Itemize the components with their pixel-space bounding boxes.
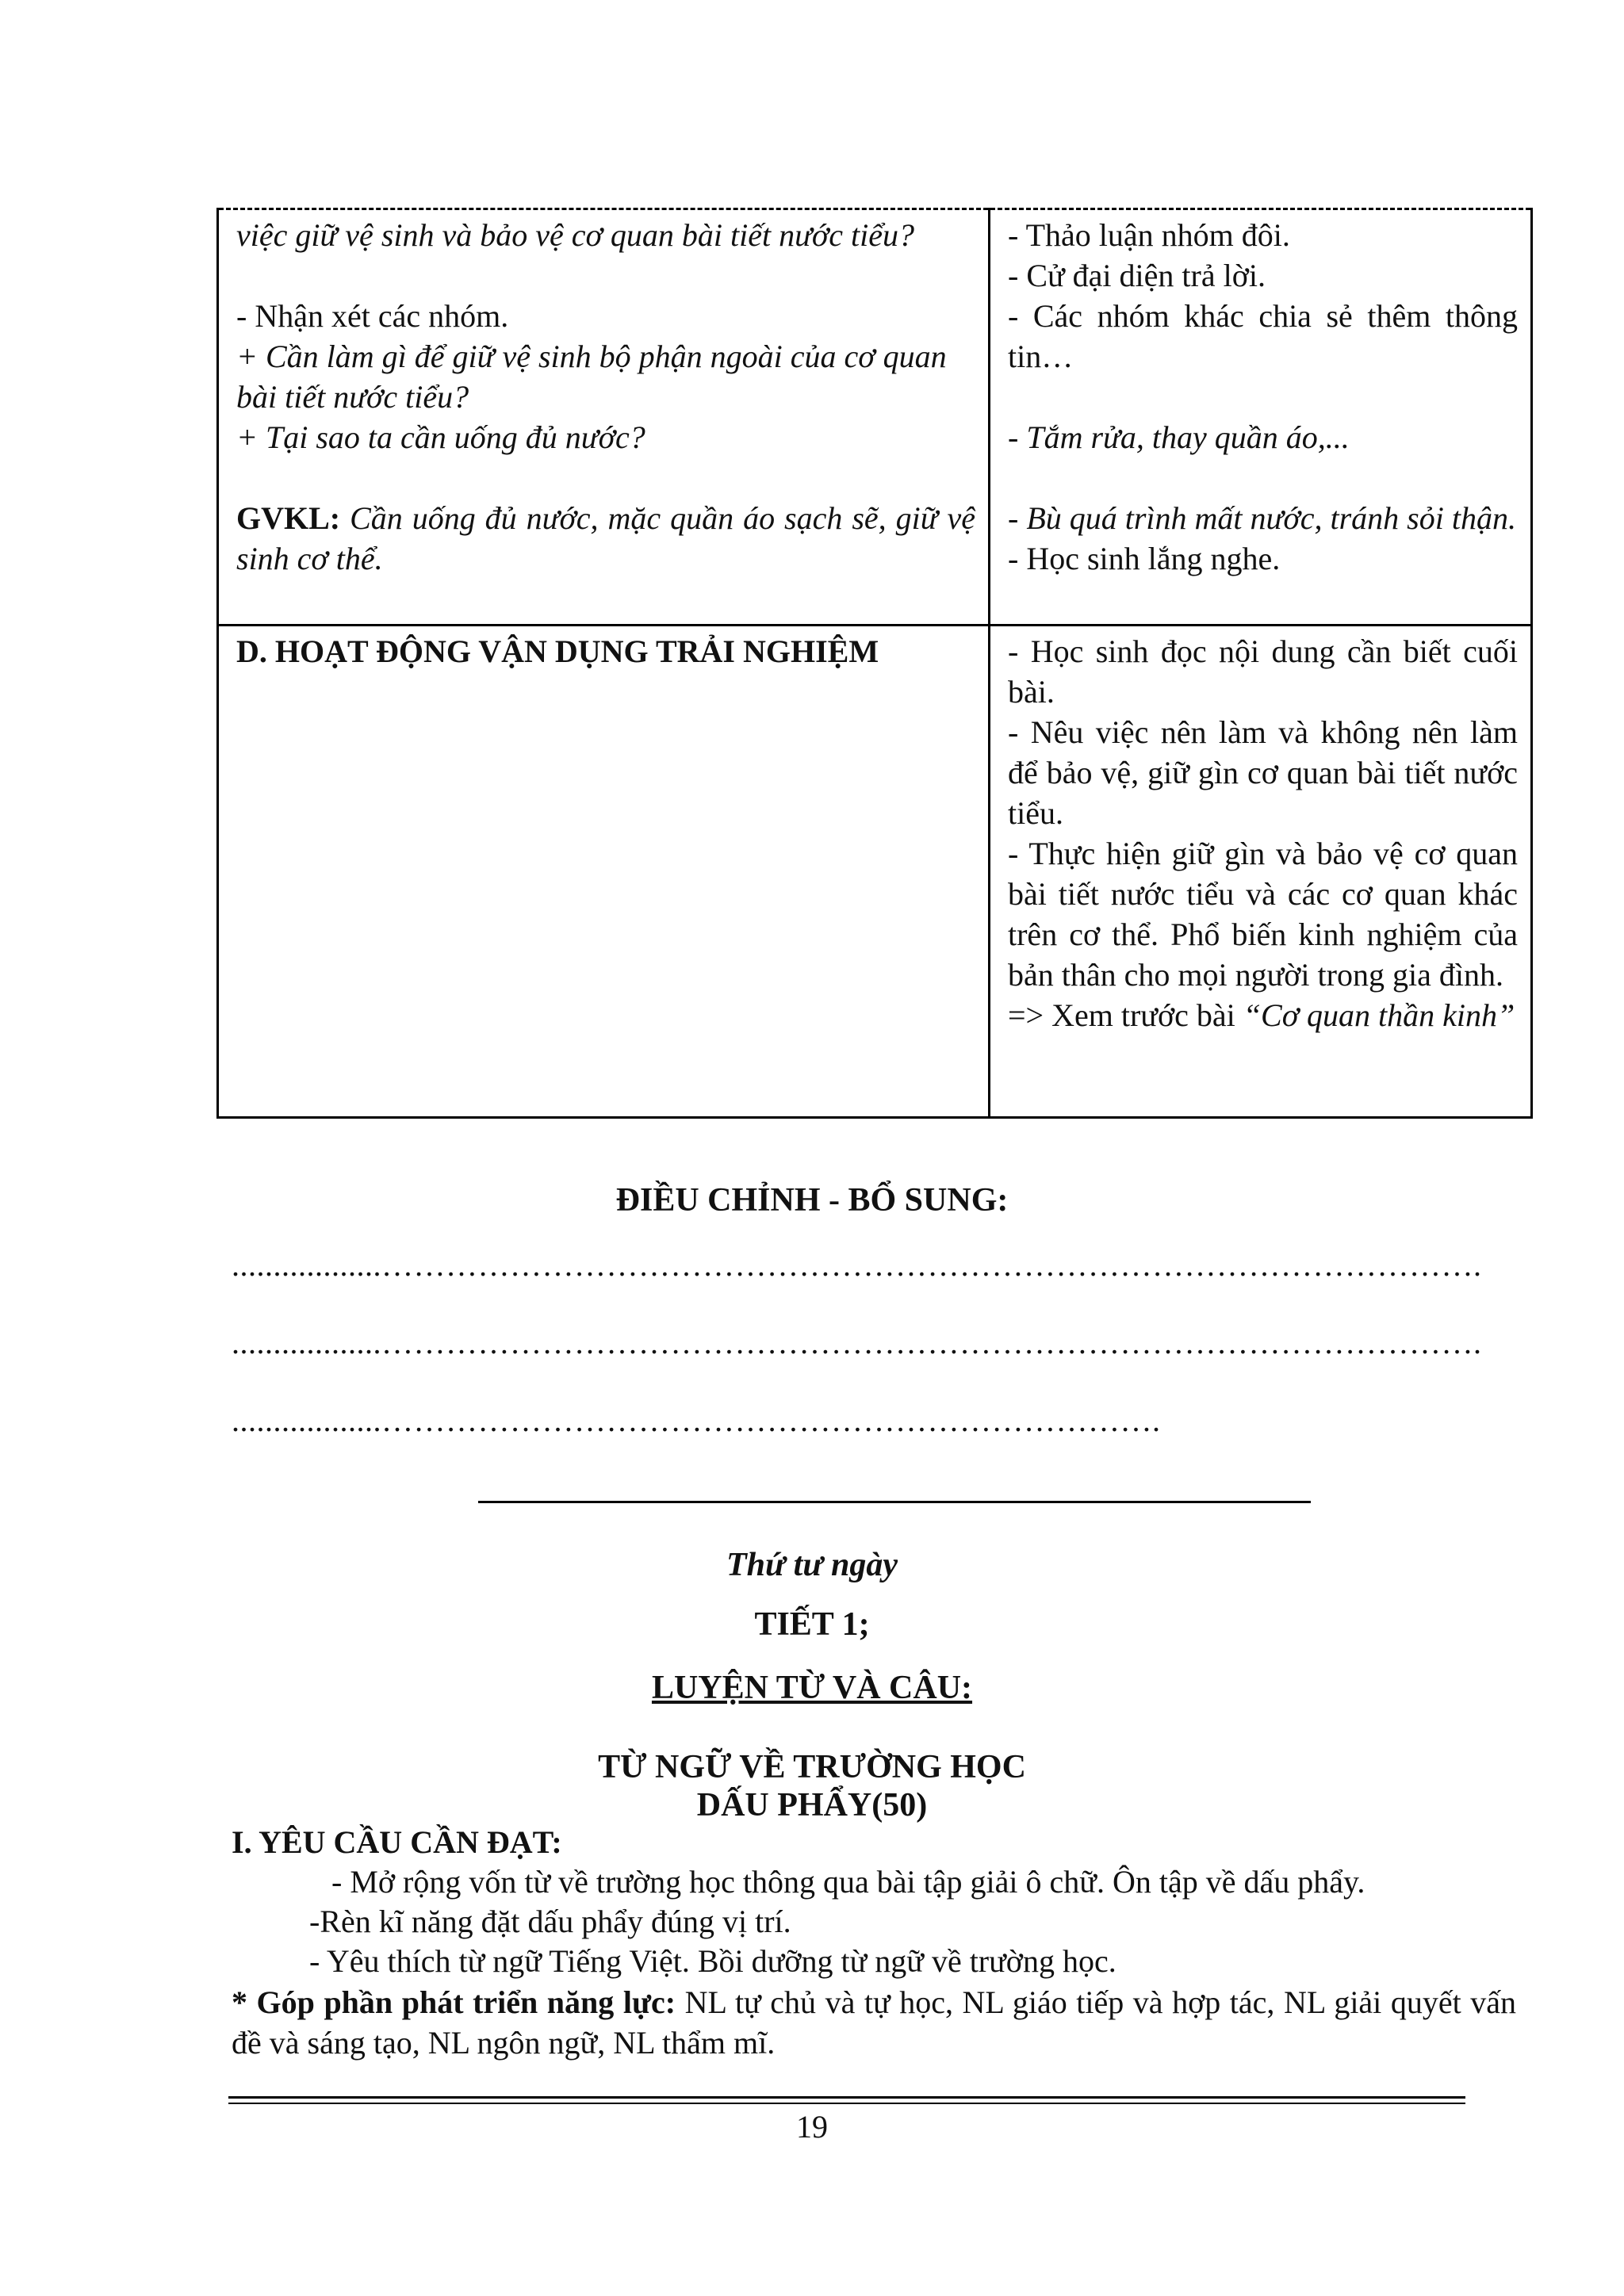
conclusion-text: Cần uống đủ nước, mặc quần áo sạch sẽ, giữ vệ sinh cơ thể. (236, 500, 975, 576)
table-row (218, 626, 1532, 1118)
teacher-conclusion (236, 498, 975, 579)
lesson-title-2: DẤU PHẨY(50) (696, 1787, 928, 1823)
teacher-activity-cell (218, 209, 990, 626)
footer-rule (228, 2103, 1465, 2104)
student-activity-cell (990, 626, 1532, 1118)
answer-share-info: - Các nhóm khác chia sẻ thêm thông tin… (1008, 298, 1518, 374)
question-external-hygiene: + Cần làm gì để giữ vệ sinh bộ phận ngoài của cơ quan bài tiết nước tiểu? (236, 339, 947, 415)
adjustments-heading: ĐIỀU CHỈNH - BỔ SUNG: (615, 1182, 1009, 1219)
competency-label: * Góp phần phát triển năng lực: (232, 1984, 676, 2020)
lesson-subject-text: LUYỆN TỪ VÀ CÂU: (651, 1670, 973, 1706)
competency-paragraph (232, 1982, 1516, 2063)
requirement-item: -Rèn kĩ năng đặt dấu phẩy đúng vị trí. (309, 1904, 791, 1939)
student-activity-cell (990, 209, 1532, 626)
page-number: 19 (796, 2109, 828, 2145)
footer-rule (228, 2096, 1465, 2099)
answer-water-loss: - Bù quá trình mất nước, tránh sỏi thận. (1008, 500, 1516, 536)
lesson-day: Thứ tư ngày (726, 1547, 898, 1583)
answer-read-content: - Học sinh đọc nội dung cần biết cuối bài. (1008, 633, 1518, 710)
answer-dos-donts: - Nêu việc nên làm và không nên làm để bảo vệ, giữ gìn cơ quan bài tiết nước tiểu. (1008, 714, 1518, 831)
requirement-item: - Mở rộng vốn từ về trường học thông qua bài tập giải ô chữ. Ôn tập về dấu phẩy. (331, 1864, 1365, 1900)
answer-practice: - Thực hiện giữ gìn và bảo vệ cơ quan bài tiết nước tiểu và các cơ quan khác trên cơ thể. Phổ biến kinh nghiệm của bản thân cho mọi người trong gia đình. (1008, 836, 1518, 993)
preview-title: “Cơ quan thần kinh” (1243, 997, 1515, 1033)
answer-listen: - Học sinh lắng nghe. (1008, 541, 1281, 576)
evaluate-groups: - Nhận xét các nhóm. (236, 298, 509, 334)
lesson-title-1: TỪ NGỮ VỀ TRƯỜNG HỌC (598, 1749, 1026, 1785)
activity-heading: D. HOẠT ĐỘNG VẬN DỤNG TRẢI NGHIỆM (236, 633, 879, 669)
lesson-subject (0, 1669, 1624, 1707)
answer-preview-next (1008, 995, 1518, 1035)
lesson-activity-table (216, 208, 1533, 1119)
question-drink-water: + Tại sao ta cần uống đủ nước? (236, 419, 645, 455)
table-row (218, 209, 1532, 626)
teacher-activity-cell (218, 626, 990, 1118)
conclusion-label: GVKL: (236, 500, 341, 536)
preview-prefix: => Xem trước bài (1008, 997, 1243, 1033)
section-divider (478, 1501, 1311, 1503)
requirement-item: - Yêu thích từ ngữ Tiếng Việt. Bồi dưỡng từ ngữ về trường học. (309, 1943, 1116, 1979)
question-hygiene: việc giữ vệ sinh và bảo vệ cơ quan bài tiết nước tiểu? (236, 217, 914, 253)
answer-pair-discussion: - Thảo luận nhóm đôi. (1008, 217, 1290, 253)
requirements-heading: I. YÊU CẦU CẦN ĐẠT: (232, 1824, 562, 1860)
dotted-line: ..................………………………………………………………………. (232, 1402, 1161, 1438)
lesson-period: TIẾT 1; (754, 1606, 870, 1643)
competency-text: NL tự chủ và tự học, NL giáo tiếp và hợp tác, NL giải quyết vấn đề và sáng tạo, NL ngôn ngữ, NL thẩm mĩ. (232, 1984, 1516, 2061)
dotted-line: ..................…………………………………………………………………………………………. (232, 1247, 1482, 1283)
answer-representative: - Cử đại diện trả lời. (1008, 258, 1266, 293)
dotted-line: ..................…………………………………………………………………………………………. (232, 1325, 1482, 1360)
answer-bathing: - Tắm rửa, thay quần áo,... (1008, 419, 1350, 455)
